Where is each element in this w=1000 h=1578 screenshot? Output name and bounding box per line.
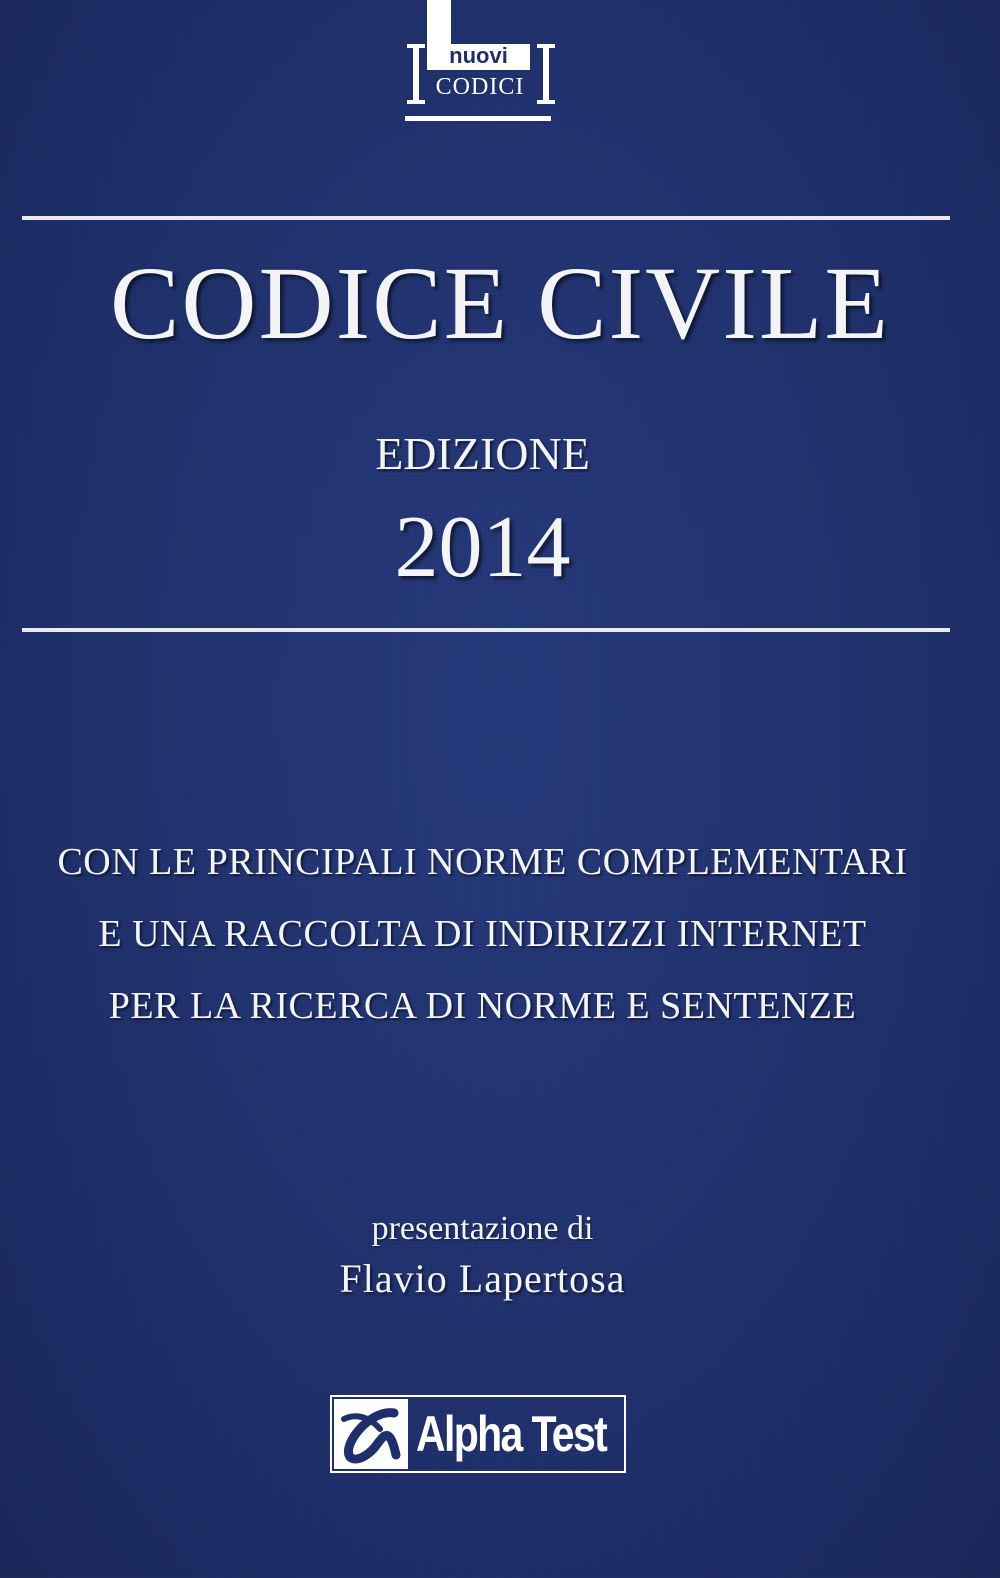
author-name: Flavio Lapertosa xyxy=(339,1256,626,1301)
publisher-name: Alpha Test xyxy=(416,1406,607,1462)
subtitle-line: PER LA RICERCA DI NORME E SENTENZE xyxy=(108,985,857,1027)
subtitle-line: CON LE PRINCIPALI NORME COMPLEMENTARI xyxy=(57,841,908,883)
series-line-nuovi: nuovi xyxy=(427,44,530,70)
series-line-codici: CODICI xyxy=(435,74,525,100)
edition-year: 2014 xyxy=(394,499,571,596)
book-title: CODICE CIVILE xyxy=(110,246,890,361)
publisher-logo xyxy=(330,1395,626,1473)
logo-serif xyxy=(407,100,425,104)
alpha-symbol-icon xyxy=(334,1399,408,1469)
logo-left-bar xyxy=(413,44,419,104)
logo-serif xyxy=(537,44,555,48)
edition-label: EDIZIONE xyxy=(375,428,590,479)
logo-serif xyxy=(537,100,555,104)
subtitle xyxy=(0,826,965,1042)
logo-tab xyxy=(427,0,451,46)
nuovi-codici-logo-icon xyxy=(405,0,551,124)
subtitle-line: E UNA RACCOLTA DI INDIRIZZI INTERNET xyxy=(98,913,867,955)
top-divider xyxy=(22,216,950,220)
presented-by: presentazione di xyxy=(371,1210,594,1247)
bottom-divider xyxy=(22,628,950,632)
logo-underline xyxy=(405,116,551,121)
logo-serif xyxy=(407,44,425,48)
logo-right-bar xyxy=(543,44,549,104)
